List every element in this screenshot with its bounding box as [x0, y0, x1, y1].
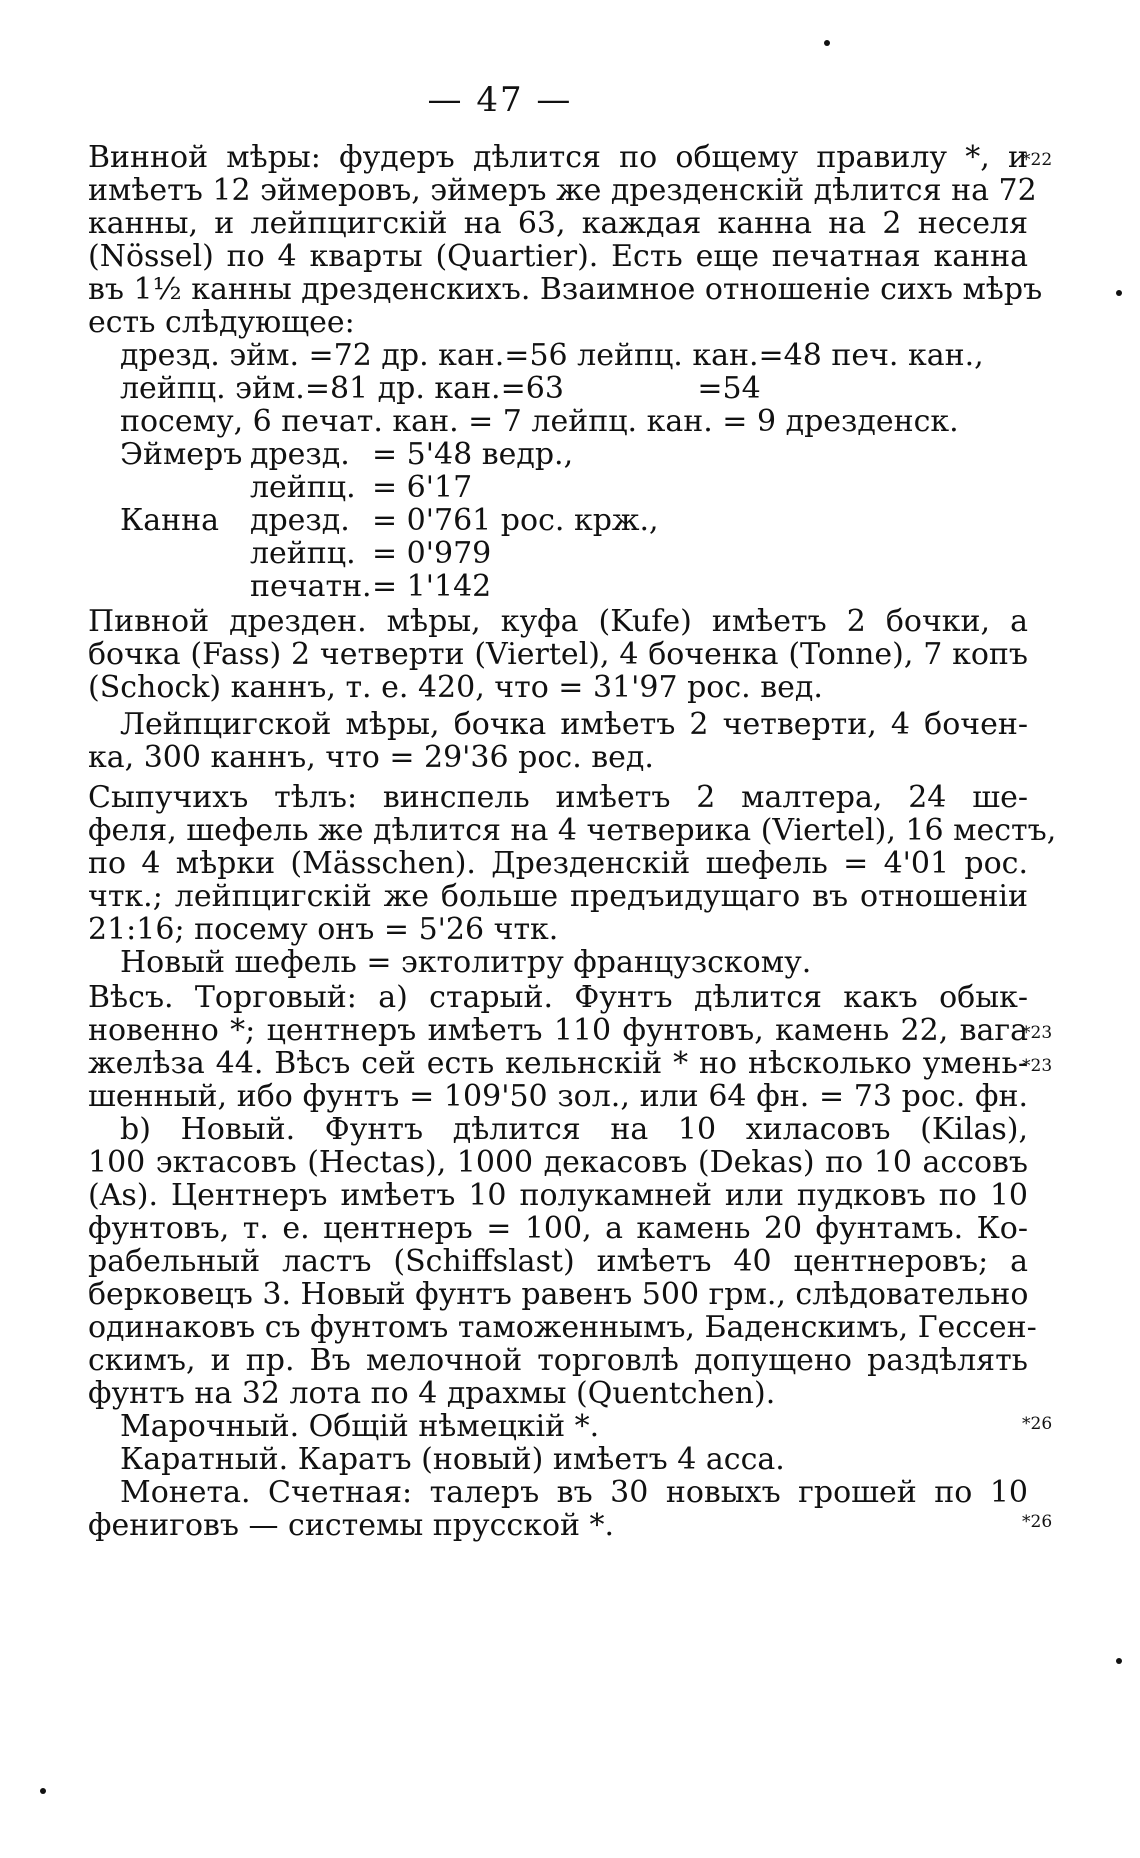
- eimer-city: дрезд.: [250, 437, 350, 472]
- page-number: — 47 —: [427, 80, 573, 120]
- table-line: посему, 6 печат. кан. = 7 лейпц. кан. = 9 дрезденск.: [120, 404, 959, 439]
- margin-note: *26: [1022, 1414, 1053, 1434]
- table-line: лейпц. эйм.=81 др. кан.=63 =54: [120, 371, 761, 406]
- kanna-city: печатн.: [250, 569, 372, 604]
- margin-note: *26: [1022, 1512, 1053, 1532]
- print-speck: [824, 40, 830, 46]
- text-line: Пивной дрезден. мѣры, куфа (Kufe) имѣетъ 2 бочки, а: [88, 604, 1028, 639]
- kanna-value: = 0'761 рос. крж.,: [372, 503, 659, 538]
- text-line: скимъ, и пр. Въ мелочной торговлѣ допущено раздѣлять: [88, 1343, 1028, 1378]
- text-line: Винной мѣры: фудеръ дѣлится по общему правилу *, и: [88, 140, 1028, 175]
- text-line: фунтовъ, т. е. центнеръ = 100, а камень 20 фунтамъ. Ко-: [88, 1211, 1028, 1246]
- text-line: въ 1½ канны дрезденскихъ. Взаимное отношеніе сихъ мѣръ: [88, 272, 1043, 307]
- text-line: канны, и лейпцигскій на 63, каждая канна на 2 неселя: [88, 206, 1028, 241]
- eimer-city: лейпц.: [250, 470, 356, 505]
- margin-note: *23: [1022, 1023, 1053, 1043]
- text-line: есть слѣдующее:: [88, 305, 355, 340]
- text-line: шенный, ибо фунтъ = 109'50 зол., или 64 фн. = 73 рос. фн.: [88, 1079, 1028, 1114]
- text-line: Новый шефель = эктолитру французскому.: [120, 945, 812, 980]
- text-line: новенно *; центнеръ имѣетъ 110 фунтовъ, камень 22, вага: [88, 1013, 1028, 1048]
- margin-note: *22: [1022, 150, 1053, 170]
- text-line: берковецъ 3. Новый фунтъ равенъ 500 грм., слѣдовательно: [88, 1277, 1029, 1312]
- eimer-label: Эймеръ: [120, 437, 243, 472]
- print-speck: [1116, 1658, 1122, 1664]
- text-line: одинаковъ съ фунтомъ таможеннымъ, Баденскимъ, Гессен-: [88, 1310, 1037, 1345]
- text-line: желѣза 44. Вѣсъ сей есть кельнскій * но нѣсколько умень-: [88, 1046, 1028, 1081]
- text-line: ка, 300 каннъ, что = 29'36 рос. вед.: [88, 740, 654, 775]
- kanna-value: = 0'979: [372, 536, 492, 571]
- text-line: по 4 мѣрки (Mässchen). Дрезденскій шефель = 4'01 рос.: [88, 846, 1028, 881]
- text-line: (Nössel) по 4 кварты (Quartier). Есть еще печатная канна: [88, 239, 1028, 274]
- text-line: фунтъ на 32 лота по 4 драхмы (Quentchen).: [88, 1376, 776, 1411]
- text-line: фениговъ — системы прусской *.: [88, 1508, 615, 1543]
- text-line: (Schock) каннъ, т. е. 420, что = 31'97 рос. вед.: [88, 670, 823, 705]
- eimer-value: = 6'17: [372, 470, 473, 505]
- text-line: имѣетъ 12 эймеровъ, эймеръ же дрезденскій дѣлится на 72: [88, 173, 1037, 208]
- text-line: b) Новый. Фунтъ дѣлится на 10 хиласовъ (Kilas),: [120, 1112, 1028, 1147]
- text-line: Лейпцигской мѣры, бочка имѣетъ 2 четверти, 4 бочен-: [120, 707, 1028, 742]
- print-speck: [1116, 290, 1122, 296]
- table-line: дрезд. эйм. =72 др. кан.=56 лейпц. кан.=48 печ. кан.,: [120, 338, 984, 373]
- kanna-value: = 1'142: [372, 569, 492, 604]
- text-line: Сыпучихъ тѣлъ: винспель имѣетъ 2 малтера, 24 ше-: [88, 780, 1028, 815]
- text-line: (As). Центнеръ имѣетъ 10 полукамней или пудковъ по 10: [88, 1178, 1028, 1213]
- text-line: Марочный. Общій нѣмецкій *.: [120, 1409, 600, 1444]
- margin-note: *23: [1022, 1056, 1053, 1076]
- text-line: бочка (Fass) 2 четверти (Viertel), 4 боченка (Tonne), 7 копъ: [88, 637, 1028, 672]
- print-speck: [40, 1788, 46, 1794]
- text-line: Монета. Счетная: талеръ въ 30 новыхъ грошей по 10: [120, 1475, 1028, 1510]
- text-line: феля, шефель же дѣлится на 4 четверика (Viertel), 16 местъ,: [88, 813, 1057, 848]
- text-line: Вѣсъ. Торговый: а) старый. Фунтъ дѣлится какъ обык-: [88, 980, 1028, 1015]
- kanna-label: Канна: [120, 503, 219, 538]
- text-line: Каратный. Каратъ (новый) имѣетъ 4 асса.: [120, 1442, 785, 1477]
- text-line: 100 эктасовъ (Hectas), 1000 декасовъ (Dekas) по 10 ассовъ: [88, 1145, 1028, 1180]
- text-line: чтк.; лейпцигскій же больше предъидущаго въ отношеніи: [88, 879, 1028, 914]
- kanna-city: дрезд.: [250, 503, 350, 538]
- text-line: рабельный ластъ (Schiffslast) имѣетъ 40 центнеровъ; а: [88, 1244, 1028, 1279]
- kanna-city: лейпц.: [250, 536, 356, 571]
- eimer-value: = 5'48 ведр.,: [372, 437, 574, 472]
- text-line: 21:16; посему онъ = 5'26 чтк.: [88, 912, 559, 947]
